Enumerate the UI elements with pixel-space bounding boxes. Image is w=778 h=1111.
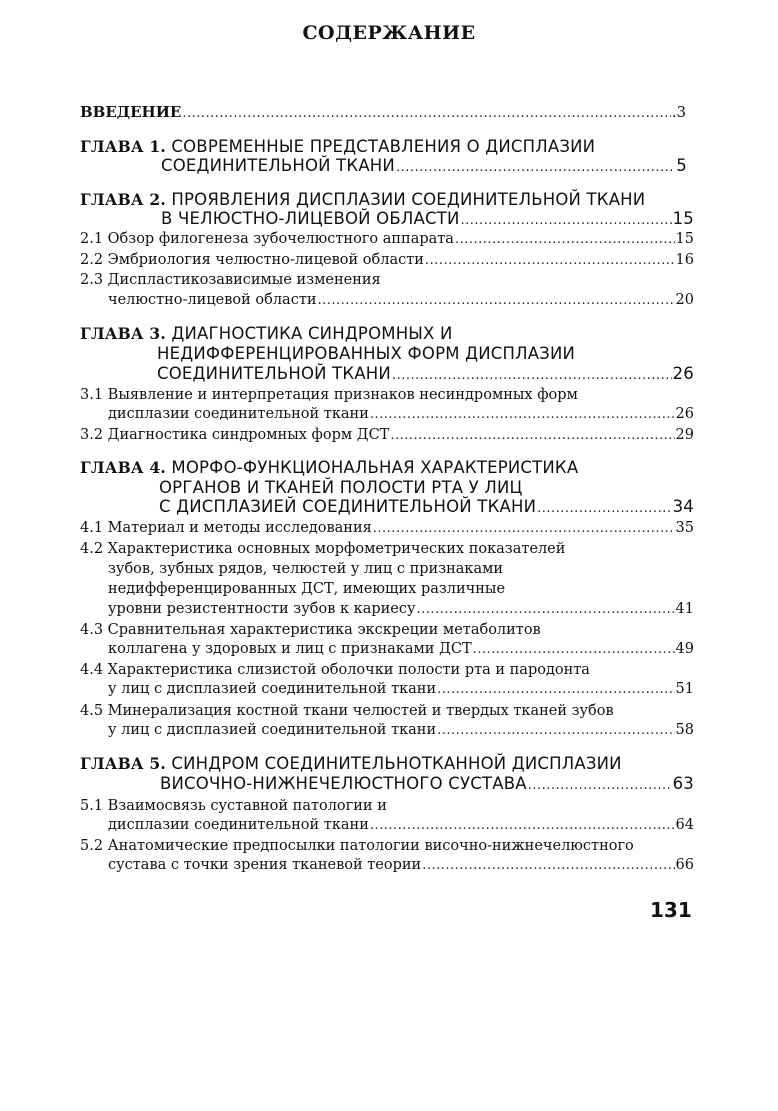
toc-section-3-1-line-2 (108, 406, 694, 428)
toc-page-number: 34 (672, 497, 694, 516)
dot-leader (528, 774, 672, 793)
chapter-3-line-2: НЕДИФФЕРЕНЦИРОВАННЫХ ФОРМ ДИСПЛАЗИИ (157, 344, 576, 363)
toc-section-4-3-line-1: 4.3 Сравнительная характеристика экскреции метаболитов (80, 622, 541, 638)
toc-page-number: 41 (675, 601, 694, 617)
chapter-title: ДИАГНОСТИКА СИНДРОМНЫХ И (171, 324, 453, 343)
chapter-title: СИНДРОМ СОЕДИНИТЕЛЬНОТКАННОЙ ДИСПЛАЗИИ (171, 754, 622, 773)
toc-section-4-4-line-2 (108, 681, 694, 703)
toc-page-number: 5 (676, 156, 687, 175)
chapter-label: ГЛАВА 1. (80, 137, 166, 156)
toc-section-3-2 (80, 427, 694, 449)
chapter-1-line-2 (161, 156, 687, 178)
chapter-3-line-1 (80, 324, 453, 343)
toc-entry-intro (80, 103, 686, 125)
toc-entry-label: ВВЕДЕНИЕ (80, 103, 182, 121)
toc-section-4-2-line-2: зубов, зубных рядов, челюстей у лиц с признаками (108, 561, 504, 577)
chapter-5-line-1 (80, 754, 622, 773)
chapter-title: СОВРЕМЕННЫЕ ПРЕДСТАВЛЕНИЯ О ДИСПЛАЗИИ (171, 137, 596, 156)
toc-page-number: 16 (675, 252, 694, 268)
chapter-label: ГЛАВА 3. (80, 324, 166, 343)
dot-leader (182, 103, 670, 121)
toc-section-4-2-line-3: недифференцированных ДСТ, имеющих различные (108, 581, 506, 597)
dot-leader (396, 156, 675, 175)
toc-page-number: 63 (672, 774, 694, 793)
dot-leader (370, 817, 675, 833)
chapter-4-line-2: ОРГАНОВ И ТКАНЕЙ ПОЛОСТИ РТА У ЛИЦ (159, 478, 523, 497)
section-title: 3.2 Диагностика синдромных форм ДСТ (80, 427, 390, 443)
chapter-2-line-2 (161, 209, 694, 231)
chapter-2-line-1 (80, 190, 645, 209)
section-title: у лиц с дисплазией соединительной ткани (108, 681, 437, 697)
toc-page-number: 15 (672, 209, 694, 228)
toc-section-2-2 (80, 252, 694, 274)
chapter-title: В ЧЕЛЮСТНО-ЛИЦЕВОЙ ОБЛАСТИ (161, 209, 460, 228)
chapter-title: МОРФО-ФУНКЦИОНАЛЬНАЯ ХАРАКТЕРИСТИКА (171, 458, 579, 477)
toc-section-4-2-line-4 (108, 601, 694, 623)
toc-section-4-3-line-2 (108, 641, 694, 663)
chapter-label: ГЛАВА 2. (80, 190, 166, 209)
chapter-4-line-1 (80, 458, 578, 477)
dot-leader (373, 520, 675, 536)
toc-page-number: 51 (675, 681, 694, 697)
toc-section-4-2-line-1: 4.2 Характеристика основных морфометрических показателей (80, 541, 566, 557)
dot-leader (318, 292, 675, 308)
chapter-5-line-2 (160, 774, 694, 796)
page-number: 131 (650, 898, 692, 922)
chapter-title: ПРОЯВЛЕНИЯ ДИСПЛАЗИИ СОЕДИНИТЕЛЬНОЙ ТКАНИ (171, 190, 646, 209)
toc-page-number: 15 (675, 231, 694, 247)
toc-page-number: 58 (675, 722, 694, 738)
dot-leader (392, 364, 672, 383)
section-title: дисплазии соединительной ткани (108, 817, 369, 833)
chapter-title: СОЕДИНИТЕЛЬНОЙ ТКАНИ (161, 156, 395, 175)
toc-section-2-1 (80, 231, 694, 253)
toc-page-number: 66 (675, 857, 694, 873)
toc-page-number: 20 (675, 292, 694, 308)
dot-leader (537, 497, 671, 516)
toc-section-4-5-line-1: 4.5 Минерализация костной ткани челюстей и твердых тканей зубов (80, 703, 614, 719)
chapter-1-line-1 (80, 137, 595, 156)
dot-leader (461, 209, 672, 228)
toc-section-5-1-line-2 (108, 817, 694, 839)
dot-leader (437, 722, 674, 738)
chapter-title: С ДИСПЛАЗИЕЙ СОЕДИНИТЕЛЬНОЙ ТКАНИ (159, 497, 537, 516)
toc-section-5-2-line-2 (108, 857, 694, 879)
chapter-title: ВИСОЧНО-НИЖНЕЧЕЛЮСТНОГО СУСТАВА (160, 774, 527, 793)
toc-page-number: 49 (675, 641, 694, 657)
chapter-title: СОЕДИНИТЕЛЬНОЙ ТКАНИ (157, 364, 391, 383)
toc-page-number: 26 (672, 364, 694, 383)
toc-section-4-4-line-1: 4.4 Характеристика слизистой оболочки полости рта и пародонта (80, 662, 590, 678)
dot-leader (437, 681, 674, 697)
chapter-label: ГЛАВА 5. (80, 754, 166, 773)
dot-leader (425, 252, 675, 268)
section-title: у лиц с дисплазией соединительной ткани (108, 722, 437, 738)
page-title: СОДЕРЖАНИЕ (302, 22, 476, 44)
toc-section-4-5-line-2 (108, 722, 694, 744)
dot-leader (473, 641, 675, 657)
toc-page-number: 26 (675, 406, 694, 422)
toc-page-number: 64 (675, 817, 694, 833)
toc-section-4-1 (80, 520, 694, 542)
toc-section-2-3-line-2 (108, 292, 694, 314)
section-title: уровни резистентности зубов к кариесу (108, 601, 416, 617)
section-title: 2.2 Эмбриология челюстно-лицевой области (80, 252, 424, 268)
section-title: челюстно-лицевой области (108, 292, 317, 308)
section-title: дисплазии соединительной ткани (108, 406, 369, 422)
toc-section-5-2-line-1: 5.2 Анатомические предпосылки патологии височно-нижнечелюстного (80, 838, 634, 854)
toc-section-2-3-line-1: 2.3 Диспластикозависимые изменения (80, 272, 381, 288)
chapter-label: ГЛАВА 4. (80, 458, 166, 477)
dot-leader (370, 406, 675, 422)
toc-page-number: 29 (675, 427, 694, 443)
toc-page-number: .3 (671, 103, 686, 121)
section-title: 2.1 Обзор филогенеза зубочелюстного аппарата (80, 231, 454, 247)
dot-leader (417, 601, 675, 617)
dot-leader (390, 427, 674, 443)
section-title: сустава с точки зрения тканевой теории (108, 857, 422, 873)
section-title: 4.1 Материал и методы исследования (80, 520, 372, 536)
toc-section-5-1-line-1: 5.1 Взаимосвязь суставной патологии и (80, 798, 387, 814)
dot-leader (422, 857, 674, 873)
chapter-4-line-3 (159, 497, 694, 519)
toc-page-number: 35 (675, 520, 694, 536)
toc-section-3-1-line-1: 3.1 Выявление и интерпретация признаков несиндромных форм (80, 387, 578, 403)
section-title: коллагена у здоровых и лиц с признаками ДСТ (108, 641, 472, 657)
chapter-3-line-3 (157, 364, 694, 386)
dot-leader (455, 231, 675, 247)
